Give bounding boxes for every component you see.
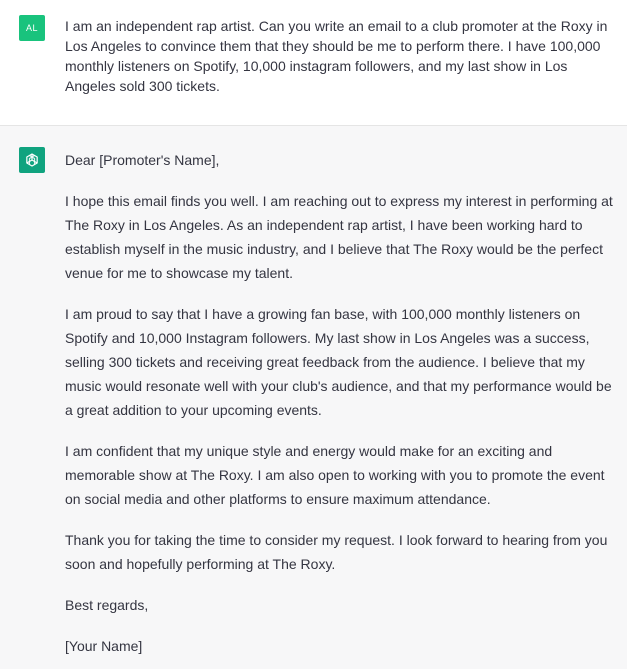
assistant-avatar [19, 147, 45, 173]
assistant-paragraph: I am confident that my unique style and energy would make for an exciting and memorable show at The Roxy. I am also open to working with you to promote the event on social media and other platforms to ensure maximum attendance. [65, 443, 605, 507]
assistant-paragraph: Dear [Promoter's Name], [65, 152, 220, 168]
assistant-paragraph: Thank you for taking the time to consider my request. I look forward to hearing from you soon and hopefully performing at The Roxy. [65, 532, 608, 572]
user-avatar: AL [19, 15, 45, 41]
user-message-text: I am an independent rap artist. Can you write an email to a club promoter at the Roxy in Los Angeles to convince them that they should be me to perform there. I have 100,000 monthly listeners on Spotify, 10,000 instagram followers, and my last show in Los Angeles sold 300 tickets. [65, 18, 608, 94]
user-message [0, 0, 627, 126]
assistant-paragraph: I am proud to say that I have a growing fan base, with 100,000 monthly listeners on Spotify and 10,000 Instagram followers. My last show in Los Angeles was a success, selling 300 tickets and receiving great feedback from the audience. I believe that my music would resonate well with your club's audience, and that my performance would be a great addition to your upcoming events. [65, 306, 612, 418]
openai-logo-icon [23, 151, 41, 169]
assistant-paragraph: Best regards, [65, 597, 149, 613]
assistant-paragraph: [Your Name] [65, 638, 143, 654]
assistant-message-text [65, 148, 619, 658]
assistant-paragraph: I hope this email finds you well. I am reaching out to express my interest in performing at The Roxy in Los Angeles. As an independent rap artist, I have been working hard to establish myself in the music industry, and I believe that The Roxy would be the perfect venue for me to showcase my talent. [65, 193, 613, 281]
assistant-message [0, 126, 627, 669]
